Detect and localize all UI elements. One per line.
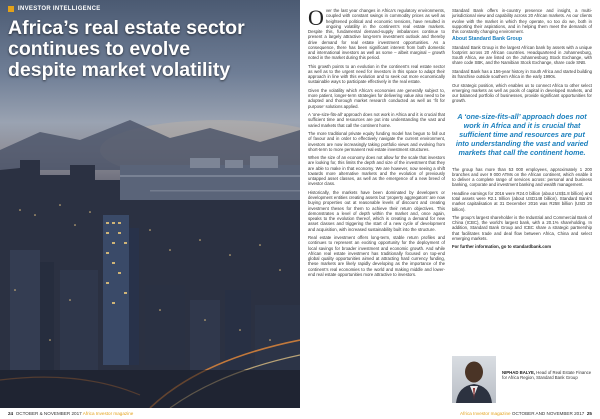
paragraph: [308, 5, 445, 61]
author-box: [452, 356, 592, 404]
paragraph: When the size of an economy does not allow for the scale that investors are looking for, this limits the depth and size of the investment that they are able to make in that economy. We are however, now seeing a shift towards more alternative markets and the evolution of previously untapped asset classes, as well as the emergence of a new breed of investor class.: [308, 155, 445, 187]
article-headline: [8, 18, 293, 81]
paragraph-text: ver the last year changes in Africa’s regulatory environments, coupled with constant swings in commodity prices as well as heightened political and economic tensions, have resulted in ongoing volatility in the continent’s real estate markets. Despite this, fundamental demand-supply imbalances continue to present a largely attractive long-term investment outlook and thereby drive demand for real estate investment opportunities. As a consequence, there has been significant interest from both domestic and international investors as well as some – albeit marginal – growth noted in the market during this period.: [308, 8, 445, 61]
cityscape-photo: [0, 0, 300, 408]
paragraph: This growth points to an evolution in the continent’s real estate sector as well as to the urgent need for investors in this space to adapt their approach in line with this evolution and to seek out more economically sustainable ways to participate effectively in the real estate.: [308, 63, 445, 85]
headline-line-2: continues to evolve: [8, 38, 191, 60]
paragraph: The group’s largest shareholder is the Industrial and Commercial Bank of China (ICBC), the world’s largest bank, with a 20.1% shareholding. In addition, Standard Bank Group and ICBC share a strategic partnership that facilitates trade and deal flow between Africa, China and select emerging markets.: [452, 214, 592, 241]
paragraph: Given the volatility which Africa’s economies are generally subject to, more patient, longer-term strategies for delivering value also need to be adopted and thorough market research conducted as well as ‘fit for purpose’ solutions applied.: [308, 87, 445, 109]
further-info-link[interactable]: For further information, go to standardbank.com: [452, 244, 552, 250]
paragraph: Standard Bank Group is the largest African bank by assets with a unique footprint across 20 African countries. Headquartered in Johannesburg, South Africa, we are listed on the Johannesburg Stock Exchange, with share code SBK, and the Namibian Stock Exchange, share code SNB.: [452, 44, 592, 66]
headline-line-3: despite market volatility: [8, 59, 231, 81]
kicker-square-icon: [8, 6, 14, 12]
magazine-name-left: Africa Investor magazine: [82, 411, 134, 416]
article-column-1: [308, 5, 445, 280]
paragraph: Real estate investment offers long-term, stable return profiles and continues to represent an exciting opportunity for the deployment of local savings for broader investment and economic growth. And while African real estate investment has traditionally focused on top-end global quality opportunities aimed at attracting hard currency funding, these markets are likely rapidly developing as the importance of the continent’s real economies to the world and making middle and lower-end real estate opportunities more attractive to investors.: [308, 235, 445, 277]
paragraph: The group has more than 53 000 employees, approximately 1 200 branches and over 9 000 ATMs on the African continent, which enable it to deliver a complete range of services across: personal and business banking, corporate and investment banking and wealth management.: [452, 166, 592, 188]
magazine-name-right: Africa Investor magazine: [460, 411, 511, 416]
footer-left: [8, 411, 133, 416]
page-number-right: 25: [586, 411, 592, 416]
issue-date-left: OCTOBER & NOVEMBER 2017: [15, 411, 82, 416]
page-number-left: 24: [8, 411, 14, 416]
headline-line-1: Africa’s real estate sector: [8, 17, 245, 39]
person-portrait-icon: [452, 356, 496, 403]
kicker-label: INVESTOR INTELLIGENCE: [18, 6, 101, 12]
paragraph: Historically, the markets have been dominated by developers or development entities creating assets but ‘property aggregators’ are now buying properties out at reasonable levels of discount and creating investment theses for them to achieve their return objectives. This demonstrates a level of depth within the market and, once again, speaks to the evolution thereof, which is creating a demand for new asset classes and triggering the start of a new cycle of development and acquisition, with increased sustainability built into the structure.: [308, 189, 445, 232]
author-credit: [502, 370, 592, 381]
author-name: NIPHAD BALYE,: [502, 370, 536, 375]
paragraph: The more traditional private equity funding model has begun to fall out of favour and in order to effectively navigate the current environment, investors are now increasingly taking portfolio views and evolving from short-term to more permanent real estate investment structures.: [308, 131, 445, 152]
section-kicker: [8, 6, 101, 12]
author-role: Head of Real Estate Finance for Africa Region, Standard Bank Group: [502, 370, 592, 381]
paragraph: A ‘one-size-fits-all’ approach does not work in Africa and it is crucial that sufficient time and resources are put into understanding the vast and varied markets that call the continent home.: [308, 112, 445, 128]
paragraph: Our strategic position, which enables us to connect Africa to other select emerging markets as well as pools of capital in developed markets, and our balanced portfolio of businesses, provide significant opportunities for growth.: [452, 82, 592, 104]
drop-cap: O: [308, 5, 324, 30]
section-subheading: About Standard Bank Group: [452, 36, 523, 43]
paragraph: Standard Bank offers in-country presence and insight, a multi-jurisdictional view and capability across 20 African markets. As our clients evolve with the market in which they operate, so too do we, both in supporting their aspirations, and in helping them meet the demands of this constantly changing environment.: [452, 8, 592, 34]
article-column-2: [452, 8, 592, 253]
page-footer: [0, 409, 600, 419]
paragraph: Headline earnings for 2016 were R24.0 billion (about US$1.8 billion) and total assets were R2.1 trillion (about USD148 billion). Standard Bank’s market capitalisation at 31 December 2016 was R258 billion (USD 20 billion).: [452, 190, 592, 212]
pull-quote: A ‘one-size-fits-all’ approach does not work in Africa and it is crucial that sufficient time and resources are put into understanding the vast and varied markets that call the continent home.: [455, 111, 589, 157]
paragraph: Standard Bank has a 156-year history in South Africa and started building its franchise outside southern Africa in the early 1990s.: [452, 68, 592, 80]
issue-date-right: OCTOBER AND NOVEMBER 2017: [511, 411, 585, 416]
author-portrait: [452, 356, 496, 403]
footer-right: [460, 411, 592, 416]
